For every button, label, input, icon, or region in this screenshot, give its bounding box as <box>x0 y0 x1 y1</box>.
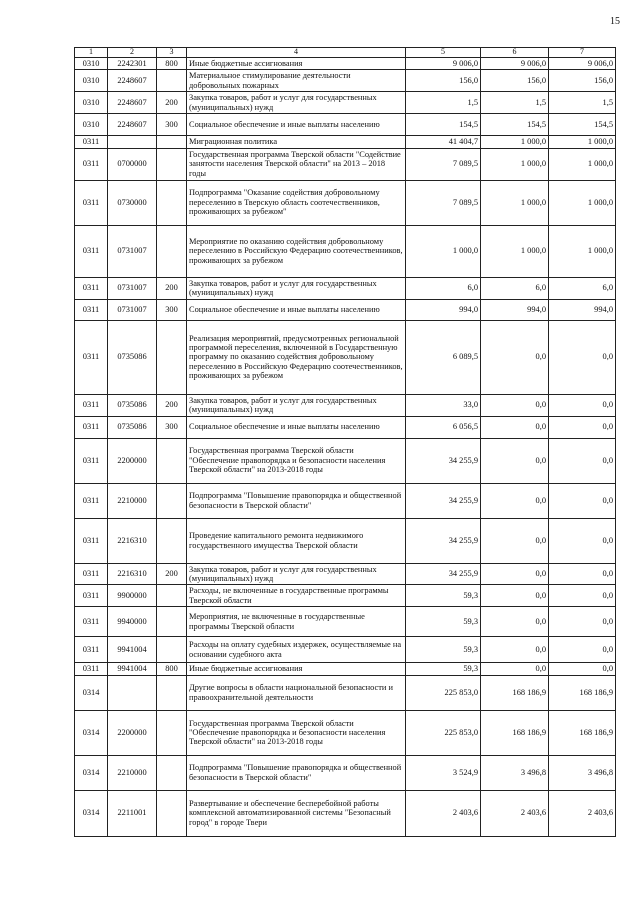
row-value-1: 59,3 <box>406 637 481 663</box>
row-section: 0310 <box>75 114 108 136</box>
row-code <box>108 136 157 148</box>
row-value-2: 0,0 <box>481 483 549 518</box>
row-type: 300 <box>157 416 187 438</box>
row-code: 2210000 <box>108 483 157 518</box>
table-row <box>75 57 616 69</box>
row-type <box>157 790 187 836</box>
row-name: Развертывание и обеспечение бесперебойной работы комплексной автоматизированной системы "Безопасный город" в городе Твери <box>187 790 406 836</box>
row-code: 0735086 <box>108 394 157 416</box>
row-value-2: 6,0 <box>481 277 549 299</box>
row-section: 0311 <box>75 637 108 663</box>
table-header-row <box>75 48 616 58</box>
row-section: 0311 <box>75 607 108 637</box>
row-value-1: 154,5 <box>406 114 481 136</box>
row-name: Мероприятия, не включенные в государственные программы Тверской области <box>187 607 406 637</box>
row-code: 9940000 <box>108 607 157 637</box>
table-row <box>75 416 616 438</box>
row-name: Мероприятие по оказанию содействия добровольному переселению в Российскую Федерацию соотечественников, проживающих за рубежом <box>187 225 406 277</box>
row-value-1: 59,3 <box>406 585 481 607</box>
table-row <box>75 277 616 299</box>
row-name: Социальное обеспечение и иные выплаты населению <box>187 114 406 136</box>
row-value-3: 994,0 <box>549 299 616 320</box>
table-row <box>75 710 616 755</box>
row-value-3: 0,0 <box>549 663 616 675</box>
row-value-2: 2 403,6 <box>481 790 549 836</box>
row-type: 200 <box>157 277 187 299</box>
table-row <box>75 790 616 836</box>
header-cell: 1 <box>75 48 108 58</box>
row-section: 0311 <box>75 663 108 675</box>
row-code: 0735086 <box>108 416 157 438</box>
table-row <box>75 136 616 148</box>
row-code: 2248607 <box>108 70 157 92</box>
row-section: 0311 <box>75 180 108 225</box>
row-value-2: 1 000,0 <box>481 136 549 148</box>
row-section: 0310 <box>75 92 108 114</box>
row-type <box>157 483 187 518</box>
row-value-1: 225 853,0 <box>406 710 481 755</box>
row-value-2: 3 496,8 <box>481 755 549 790</box>
row-value-3: 0,0 <box>549 416 616 438</box>
row-value-2: 9 006,0 <box>481 57 549 69</box>
row-value-1: 1,5 <box>406 92 481 114</box>
row-value-3: 156,0 <box>549 70 616 92</box>
row-code: 2200000 <box>108 438 157 483</box>
row-value-2: 0,0 <box>481 607 549 637</box>
table-row <box>75 755 616 790</box>
row-value-3: 0,0 <box>549 637 616 663</box>
row-type: 200 <box>157 563 187 585</box>
row-code: 0700000 <box>108 148 157 180</box>
row-code: 2242301 <box>108 57 157 69</box>
row-value-2: 0,0 <box>481 637 549 663</box>
row-name: Миграционная политика <box>187 136 406 148</box>
row-value-3: 0,0 <box>549 320 616 394</box>
row-type <box>157 148 187 180</box>
row-code: 2200000 <box>108 710 157 755</box>
row-name: Социальное обеспечение и иные выплаты населению <box>187 416 406 438</box>
row-type <box>157 755 187 790</box>
row-value-3: 0,0 <box>549 438 616 483</box>
table-row <box>75 180 616 225</box>
row-value-3: 0,0 <box>549 607 616 637</box>
row-value-2: 168 186,9 <box>481 710 549 755</box>
row-value-2: 168 186,9 <box>481 675 549 710</box>
row-name: Социальное обеспечение и иные выплаты населению <box>187 299 406 320</box>
row-name: Подпрограмма "Оказание содействия добровольному переселению в Тверскую область соотечественников, проживающих за рубежом" <box>187 180 406 225</box>
row-value-2: 156,0 <box>481 70 549 92</box>
table-row <box>75 148 616 180</box>
table-row <box>75 483 616 518</box>
row-value-3: 168 186,9 <box>549 710 616 755</box>
row-value-1: 7 089,5 <box>406 148 481 180</box>
row-value-2: 0,0 <box>481 563 549 585</box>
row-value-2: 0,0 <box>481 585 549 607</box>
row-name: Закупка товаров, работ и услуг для государственных (муниципальных) нужд <box>187 563 406 585</box>
row-section: 0314 <box>75 755 108 790</box>
row-section: 0311 <box>75 148 108 180</box>
table-row <box>75 607 616 637</box>
row-value-3: 1 000,0 <box>549 180 616 225</box>
row-value-2: 154,5 <box>481 114 549 136</box>
row-value-3: 0,0 <box>549 518 616 563</box>
header-cell: 2 <box>108 48 157 58</box>
row-code: 9900000 <box>108 585 157 607</box>
row-type: 200 <box>157 394 187 416</box>
row-name: Государственная программа Тверской области "Обеспечение правопорядка и безопасности населения Тверской области" на 2013-2018 годы <box>187 710 406 755</box>
row-value-2: 0,0 <box>481 394 549 416</box>
row-code: 0735086 <box>108 320 157 394</box>
row-value-1: 41 404,7 <box>406 136 481 148</box>
row-value-1: 9 006,0 <box>406 57 481 69</box>
header-cell: 6 <box>481 48 549 58</box>
row-name: Подпрограмма "Повышение правопорядка и общественной безопасности в Тверской области" <box>187 483 406 518</box>
table-row <box>75 675 616 710</box>
row-section: 0311 <box>75 136 108 148</box>
row-section: 0314 <box>75 675 108 710</box>
row-type: 800 <box>157 663 187 675</box>
row-section: 0311 <box>75 438 108 483</box>
row-value-2: 0,0 <box>481 518 549 563</box>
row-type <box>157 180 187 225</box>
row-value-3: 1,5 <box>549 92 616 114</box>
row-value-2: 1 000,0 <box>481 225 549 277</box>
row-name: Проведение капитального ремонта недвижимого государственного имущества Тверской области <box>187 518 406 563</box>
row-value-3: 9 006,0 <box>549 57 616 69</box>
row-value-1: 994,0 <box>406 299 481 320</box>
table-row <box>75 438 616 483</box>
row-section: 0314 <box>75 790 108 836</box>
row-value-3: 3 496,8 <box>549 755 616 790</box>
row-section: 0311 <box>75 483 108 518</box>
row-value-3: 1 000,0 <box>549 148 616 180</box>
row-value-3: 168 186,9 <box>549 675 616 710</box>
row-value-3: 154,5 <box>549 114 616 136</box>
row-value-1: 6 056,5 <box>406 416 481 438</box>
row-value-2: 0,0 <box>481 663 549 675</box>
row-type <box>157 675 187 710</box>
row-type <box>157 70 187 92</box>
header-cell: 4 <box>187 48 406 58</box>
row-value-3: 2 403,6 <box>549 790 616 836</box>
budget-table <box>74 47 616 837</box>
row-value-3: 0,0 <box>549 394 616 416</box>
table-row <box>75 637 616 663</box>
row-name: Закупка товаров, работ и услуг для государственных (муниципальных) нужд <box>187 394 406 416</box>
row-name: Материальное стимулирование деятельности добровольных пожарных <box>187 70 406 92</box>
row-name: Подпрограмма "Повышение правопорядка и общественной безопасности в Тверской области" <box>187 755 406 790</box>
row-value-2: 1,5 <box>481 92 549 114</box>
row-name: Другие вопросы в области национальной безопасности и правоохранительной деятельности <box>187 675 406 710</box>
row-section: 0311 <box>75 299 108 320</box>
row-type <box>157 585 187 607</box>
table-row <box>75 114 616 136</box>
header-cell: 3 <box>157 48 187 58</box>
row-value-1: 33,0 <box>406 394 481 416</box>
table-row <box>75 663 616 675</box>
page-number: 15 <box>610 16 620 27</box>
row-section: 0311 <box>75 585 108 607</box>
table-row <box>75 518 616 563</box>
row-section: 0311 <box>75 518 108 563</box>
row-section: 0311 <box>75 394 108 416</box>
row-type: 200 <box>157 92 187 114</box>
row-type: 800 <box>157 57 187 69</box>
row-type: 300 <box>157 114 187 136</box>
row-value-2: 0,0 <box>481 416 549 438</box>
row-code: 0730000 <box>108 180 157 225</box>
row-value-1: 34 255,9 <box>406 483 481 518</box>
row-section: 0311 <box>75 563 108 585</box>
row-value-1: 7 089,5 <box>406 180 481 225</box>
row-section: 0310 <box>75 70 108 92</box>
table-row <box>75 92 616 114</box>
row-value-1: 59,3 <box>406 607 481 637</box>
table-row <box>75 225 616 277</box>
row-section: 0311 <box>75 225 108 277</box>
row-code: 0731007 <box>108 299 157 320</box>
row-code: 0731007 <box>108 225 157 277</box>
row-section: 0311 <box>75 320 108 394</box>
row-name: Иные бюджетные ассигнования <box>187 663 406 675</box>
row-value-1: 225 853,0 <box>406 675 481 710</box>
row-value-3: 0,0 <box>549 483 616 518</box>
row-section: 0311 <box>75 416 108 438</box>
row-value-1: 2 403,6 <box>406 790 481 836</box>
row-value-3: 0,0 <box>549 563 616 585</box>
row-type <box>157 320 187 394</box>
row-section: 0310 <box>75 57 108 69</box>
row-value-3: 0,0 <box>549 585 616 607</box>
row-value-1: 59,3 <box>406 663 481 675</box>
row-code: 2216310 <box>108 518 157 563</box>
row-name: Государственная программа Тверской области "Содействие занятости населения Тверской области" на 2013 – 2018 годы <box>187 148 406 180</box>
table-row <box>75 70 616 92</box>
row-type <box>157 710 187 755</box>
row-name: Закупка товаров, работ и услуг для государственных (муниципальных) нужд <box>187 277 406 299</box>
row-code: 2211001 <box>108 790 157 836</box>
row-code <box>108 675 157 710</box>
row-value-3: 6,0 <box>549 277 616 299</box>
table-row <box>75 299 616 320</box>
row-code: 0731007 <box>108 277 157 299</box>
row-name: Реализация мероприятий, предусмотренных региональной программой переселения, включенной в Государственную программу по оказанию содействия добровольному переселению в Российскую Федерацию соотечественников, проживающих за рубежом <box>187 320 406 394</box>
row-name: Иные бюджетные ассигнования <box>187 57 406 69</box>
row-code: 2248607 <box>108 92 157 114</box>
row-value-3: 1 000,0 <box>549 225 616 277</box>
row-type <box>157 607 187 637</box>
row-name: Расходы, не включенные в государственные программы Тверской области <box>187 585 406 607</box>
row-value-1: 3 524,9 <box>406 755 481 790</box>
row-code: 2216310 <box>108 563 157 585</box>
row-section: 0314 <box>75 710 108 755</box>
row-value-2: 994,0 <box>481 299 549 320</box>
row-value-3: 1 000,0 <box>549 136 616 148</box>
row-value-1: 1 000,0 <box>406 225 481 277</box>
table-row <box>75 394 616 416</box>
row-type: 300 <box>157 299 187 320</box>
row-value-1: 34 255,9 <box>406 518 481 563</box>
row-name: Государственная программа Тверской области "Обеспечение правопорядка и безопасности населения Тверской области" на 2013-2018 годы <box>187 438 406 483</box>
row-value-2: 1 000,0 <box>481 148 549 180</box>
header-cell: 7 <box>549 48 616 58</box>
row-code: 9941004 <box>108 663 157 675</box>
row-name: Закупка товаров, работ и услуг для государственных (муниципальных) нужд <box>187 92 406 114</box>
row-type <box>157 637 187 663</box>
row-code: 9941004 <box>108 637 157 663</box>
row-code: 2210000 <box>108 755 157 790</box>
row-value-2: 0,0 <box>481 438 549 483</box>
row-type <box>157 136 187 148</box>
table-row <box>75 585 616 607</box>
row-value-1: 156,0 <box>406 70 481 92</box>
row-value-1: 6 089,5 <box>406 320 481 394</box>
table-row <box>75 563 616 585</box>
row-value-1: 34 255,9 <box>406 438 481 483</box>
row-name: Расходы на оплату судебных издержек, осуществляемые на основании судебного акта <box>187 637 406 663</box>
row-value-2: 0,0 <box>481 320 549 394</box>
row-code: 2248607 <box>108 114 157 136</box>
header-cell: 5 <box>406 48 481 58</box>
row-type <box>157 225 187 277</box>
table-row <box>75 320 616 394</box>
row-value-1: 34 255,9 <box>406 563 481 585</box>
row-value-1: 6,0 <box>406 277 481 299</box>
row-type <box>157 438 187 483</box>
row-value-2: 1 000,0 <box>481 180 549 225</box>
row-section: 0311 <box>75 277 108 299</box>
row-type <box>157 518 187 563</box>
